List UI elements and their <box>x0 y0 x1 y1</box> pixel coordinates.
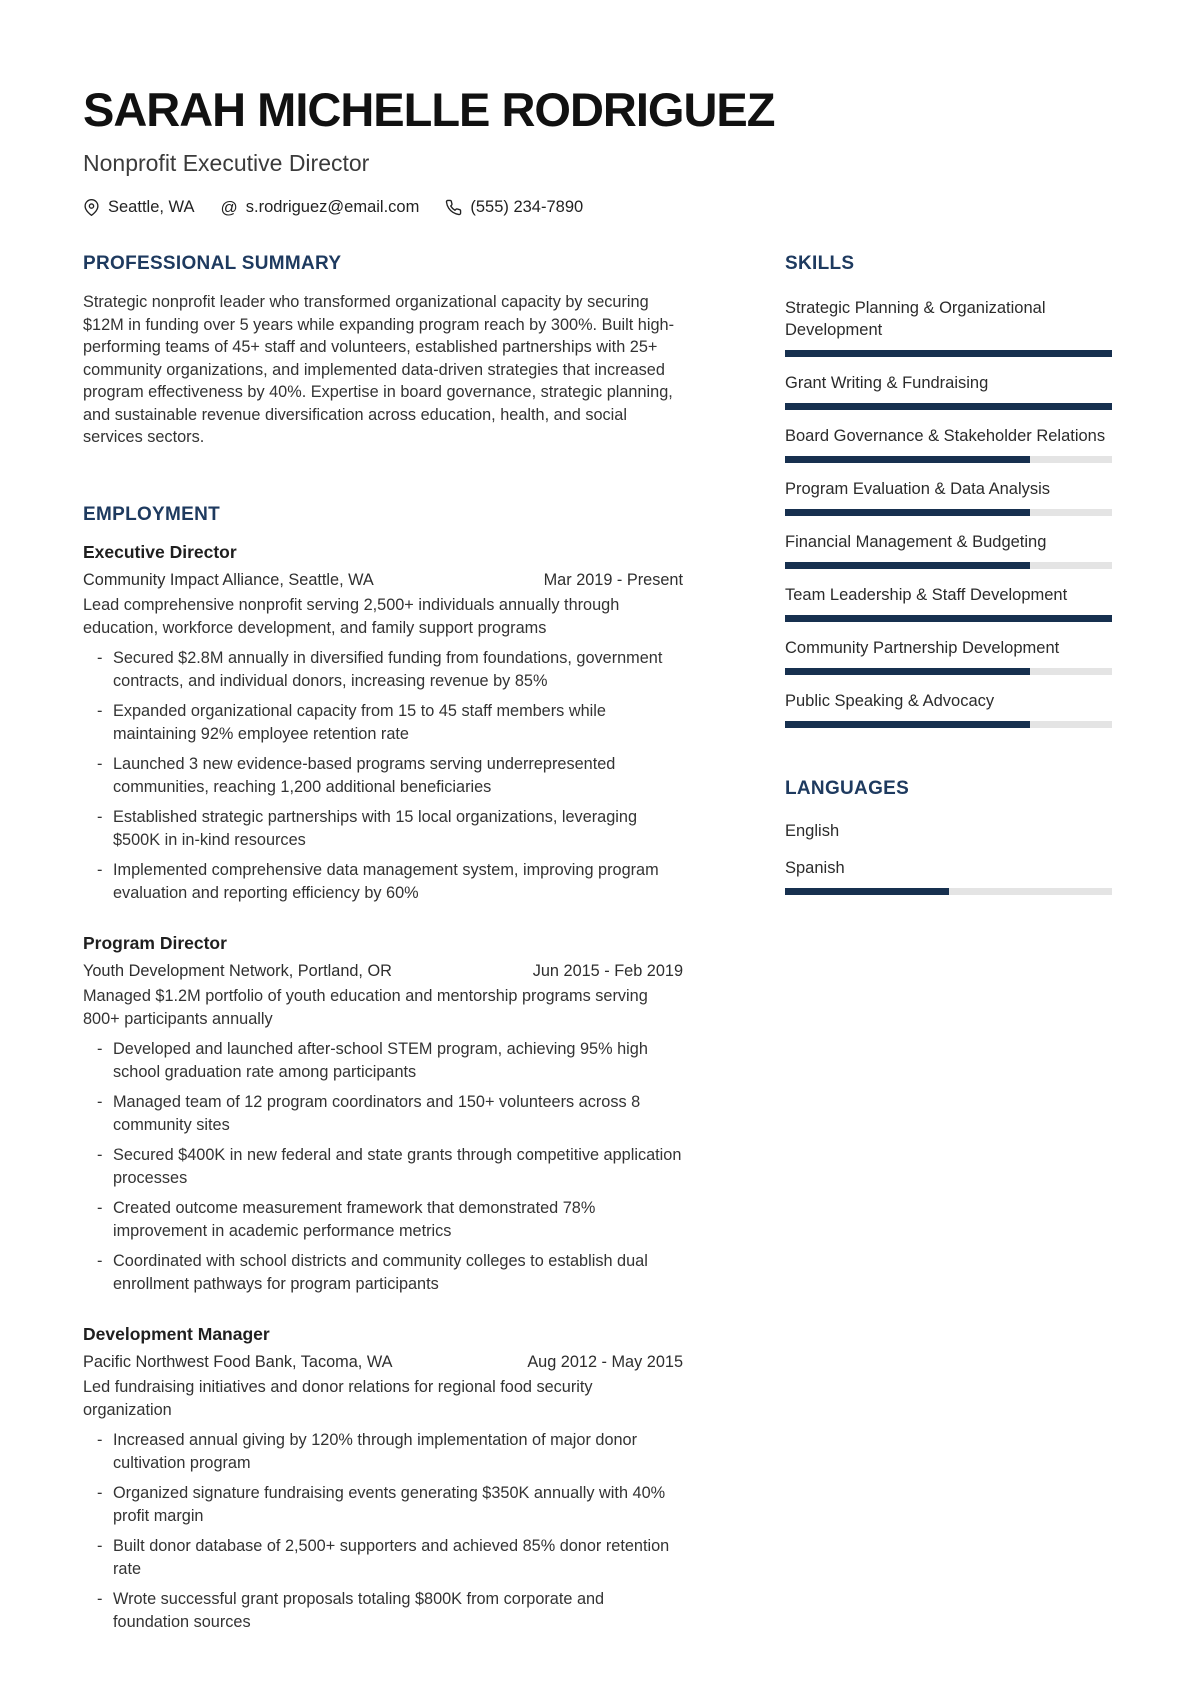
skill-item <box>785 425 1112 463</box>
skill-label: Community Partnership Development <box>785 639 1060 657</box>
job-bullet: - Increased annual giving by 120% through implementation of major donor cultivation program <box>83 1429 683 1475</box>
job-bullet: - Built donor database of 2,500+ supporters and achieved 85% donor retention rate <box>83 1535 683 1581</box>
skill-item <box>785 297 1112 357</box>
contact-email-text: s.rodriguez@email.com <box>245 198 420 216</box>
skill-list <box>785 297 1112 728</box>
skill-bar <box>785 456 1112 463</box>
job-bullet: - Secured $400K in new federal and state grants through competitive application processes <box>83 1144 683 1190</box>
job-description: Led fundraising initiatives and donor relations for regional food security organization <box>83 1377 593 1419</box>
job-dates: Mar 2019 - Present <box>543 570 683 589</box>
skills-section <box>785 251 1112 728</box>
language-list <box>785 820 1112 895</box>
candidate-job-title: Nonprofit Executive Director <box>83 150 370 176</box>
candidate-name: SARAH MICHELLE RODRIGUEZ <box>83 83 775 136</box>
skill-bar <box>785 562 1112 569</box>
skill-label: Program Evaluation & Data Analysis <box>785 480 1051 498</box>
language-bar <box>785 888 1112 895</box>
job-title: Development Manager <box>83 1323 270 1344</box>
job-bullet-list <box>83 1038 683 1296</box>
contact-phone-text: (555) 234-7890 <box>470 198 584 216</box>
skill-bar-fill <box>785 668 1030 675</box>
job-meta-row <box>83 569 683 592</box>
contact-location-text: Seattle, WA <box>108 198 195 216</box>
main-column <box>83 251 683 1634</box>
skills-heading: SKILLS <box>785 253 855 274</box>
summary-section <box>83 251 683 449</box>
skill-bar-fill <box>785 562 1030 569</box>
job-bullet: - Wrote successful grant proposals totaling $800K from corporate and foundation sources <box>83 1588 683 1634</box>
skill-bar <box>785 721 1112 728</box>
contact-phone <box>445 198 583 217</box>
at-sign-icon: @ <box>220 198 238 217</box>
job-bullet: - Created outcome measurement framework that demonstrated 78% improvement in academic performance metrics <box>83 1197 683 1243</box>
contact-location <box>83 198 195 217</box>
skill-bar <box>785 509 1112 516</box>
job-company: Community Impact Alliance, Seattle, WA <box>83 570 374 589</box>
job-bullet-list <box>83 1429 683 1634</box>
skill-bar-fill <box>785 403 1112 410</box>
job-meta-row <box>83 960 683 983</box>
job-entry <box>83 931 683 1296</box>
job-description: Lead comprehensive nonprofit serving 2,500+ individuals annually through education, workforce development, and family support programs <box>83 595 620 637</box>
skill-bar <box>785 403 1112 410</box>
job-dates: Jun 2015 - Feb 2019 <box>532 961 683 980</box>
job-title: Program Director <box>83 932 227 953</box>
skill-item <box>785 372 1112 410</box>
job-entry <box>83 540 683 905</box>
skill-item <box>785 637 1112 675</box>
job-description: Managed $1.2M portfolio of youth education and mentorship programs serving 800+ participants annually <box>83 986 648 1028</box>
content-columns <box>83 251 1112 1634</box>
job-bullet: - Coordinated with school districts and community colleges to establish dual enrollment pathways for program participants <box>83 1250 683 1296</box>
job-bullet: - Launched 3 new evidence-based programs serving underrepresented communities, reaching 1,200 additional beneficiaries <box>83 753 683 799</box>
summary-text: Strategic nonprofit leader who transformed organizational capacity by securing $12M in funding over 5 years while expanding program reach by 300%. Built high-performing teams of 45+ staff and volunteers, established partnerships with 25+ community organizations, and implemented data-driven strategies that increased program effectiveness by 40%. Expertise in board governance, strategic planning, and sustainable revenue diversification across education, health, and social services sectors. <box>83 293 674 446</box>
job-bullet: - Managed team of 12 program coordinators and 150+ volunteers across 8 community sites <box>83 1091 683 1137</box>
summary-heading: PROFESSIONAL SUMMARY <box>83 253 342 274</box>
employment-heading: EMPLOYMENT <box>83 503 221 525</box>
job-bullet: - Established strategic partnerships with 15 local organizations, leveraging $500K in in-kind resources <box>83 806 683 852</box>
contact-email <box>221 198 420 217</box>
phone-icon <box>445 199 462 216</box>
job-bullet: - Expanded organizational capacity from 15 to 45 staff members while maintaining 92% employee retention rate <box>83 700 683 746</box>
map-pin-icon <box>83 199 100 216</box>
language-label: English <box>785 822 840 840</box>
skill-bar <box>785 668 1112 675</box>
skill-item <box>785 531 1112 569</box>
skill-label: Grant Writing & Fundraising <box>785 374 989 392</box>
skill-item <box>785 690 1112 728</box>
language-label: Spanish <box>785 859 845 877</box>
skill-bar-fill <box>785 615 1112 622</box>
skill-bar-fill <box>785 350 1112 357</box>
job-entry <box>83 1322 683 1634</box>
skill-item <box>785 478 1112 516</box>
skill-item <box>785 584 1112 622</box>
resume-header <box>83 83 1112 217</box>
languages-section <box>785 776 1112 895</box>
skill-label: Board Governance & Stakeholder Relations <box>785 427 1106 445</box>
language-bar-fill <box>785 888 949 895</box>
job-bullet: - Organized signature fundraising events generating $350K annually with 40% profit margin <box>83 1482 683 1528</box>
contact-row <box>83 198 1112 217</box>
job-meta-row <box>83 1351 683 1374</box>
job-list <box>83 540 683 1634</box>
skill-label: Team Leadership & Staff Development <box>785 586 1068 604</box>
skill-bar-fill <box>785 456 1030 463</box>
language-item <box>785 820 1112 842</box>
job-title: Executive Director <box>83 541 237 562</box>
skill-bar-fill <box>785 509 1030 516</box>
sidebar-column <box>785 251 1112 910</box>
skill-label: Public Speaking & Advocacy <box>785 692 995 710</box>
job-bullet-list <box>83 647 683 905</box>
job-bullet: - Implemented comprehensive data management system, improving program evaluation and reporting efficiency by 60% <box>83 859 683 905</box>
job-company: Youth Development Network, Portland, OR <box>83 961 392 980</box>
skill-label: Strategic Planning & Organizational Development <box>785 299 1046 339</box>
skill-bar <box>785 615 1112 622</box>
skill-bar <box>785 350 1112 357</box>
languages-heading: LANGUAGES <box>785 778 910 799</box>
skill-bar-fill <box>785 721 1030 728</box>
job-bullet: - Secured $2.8M annually in diversified funding from foundations, government contracts, and individual donors, increasing revenue by 85% <box>83 647 683 693</box>
job-bullet: - Developed and launched after-school STEM program, achieving 95% high school graduation rate among participants <box>83 1038 683 1084</box>
language-item <box>785 857 1112 895</box>
job-company: Pacific Northwest Food Bank, Tacoma, WA <box>83 1352 393 1371</box>
skill-label: Financial Management & Budgeting <box>785 533 1047 551</box>
job-dates: Aug 2012 - May 2015 <box>527 1352 683 1371</box>
employment-section <box>83 502 683 1634</box>
